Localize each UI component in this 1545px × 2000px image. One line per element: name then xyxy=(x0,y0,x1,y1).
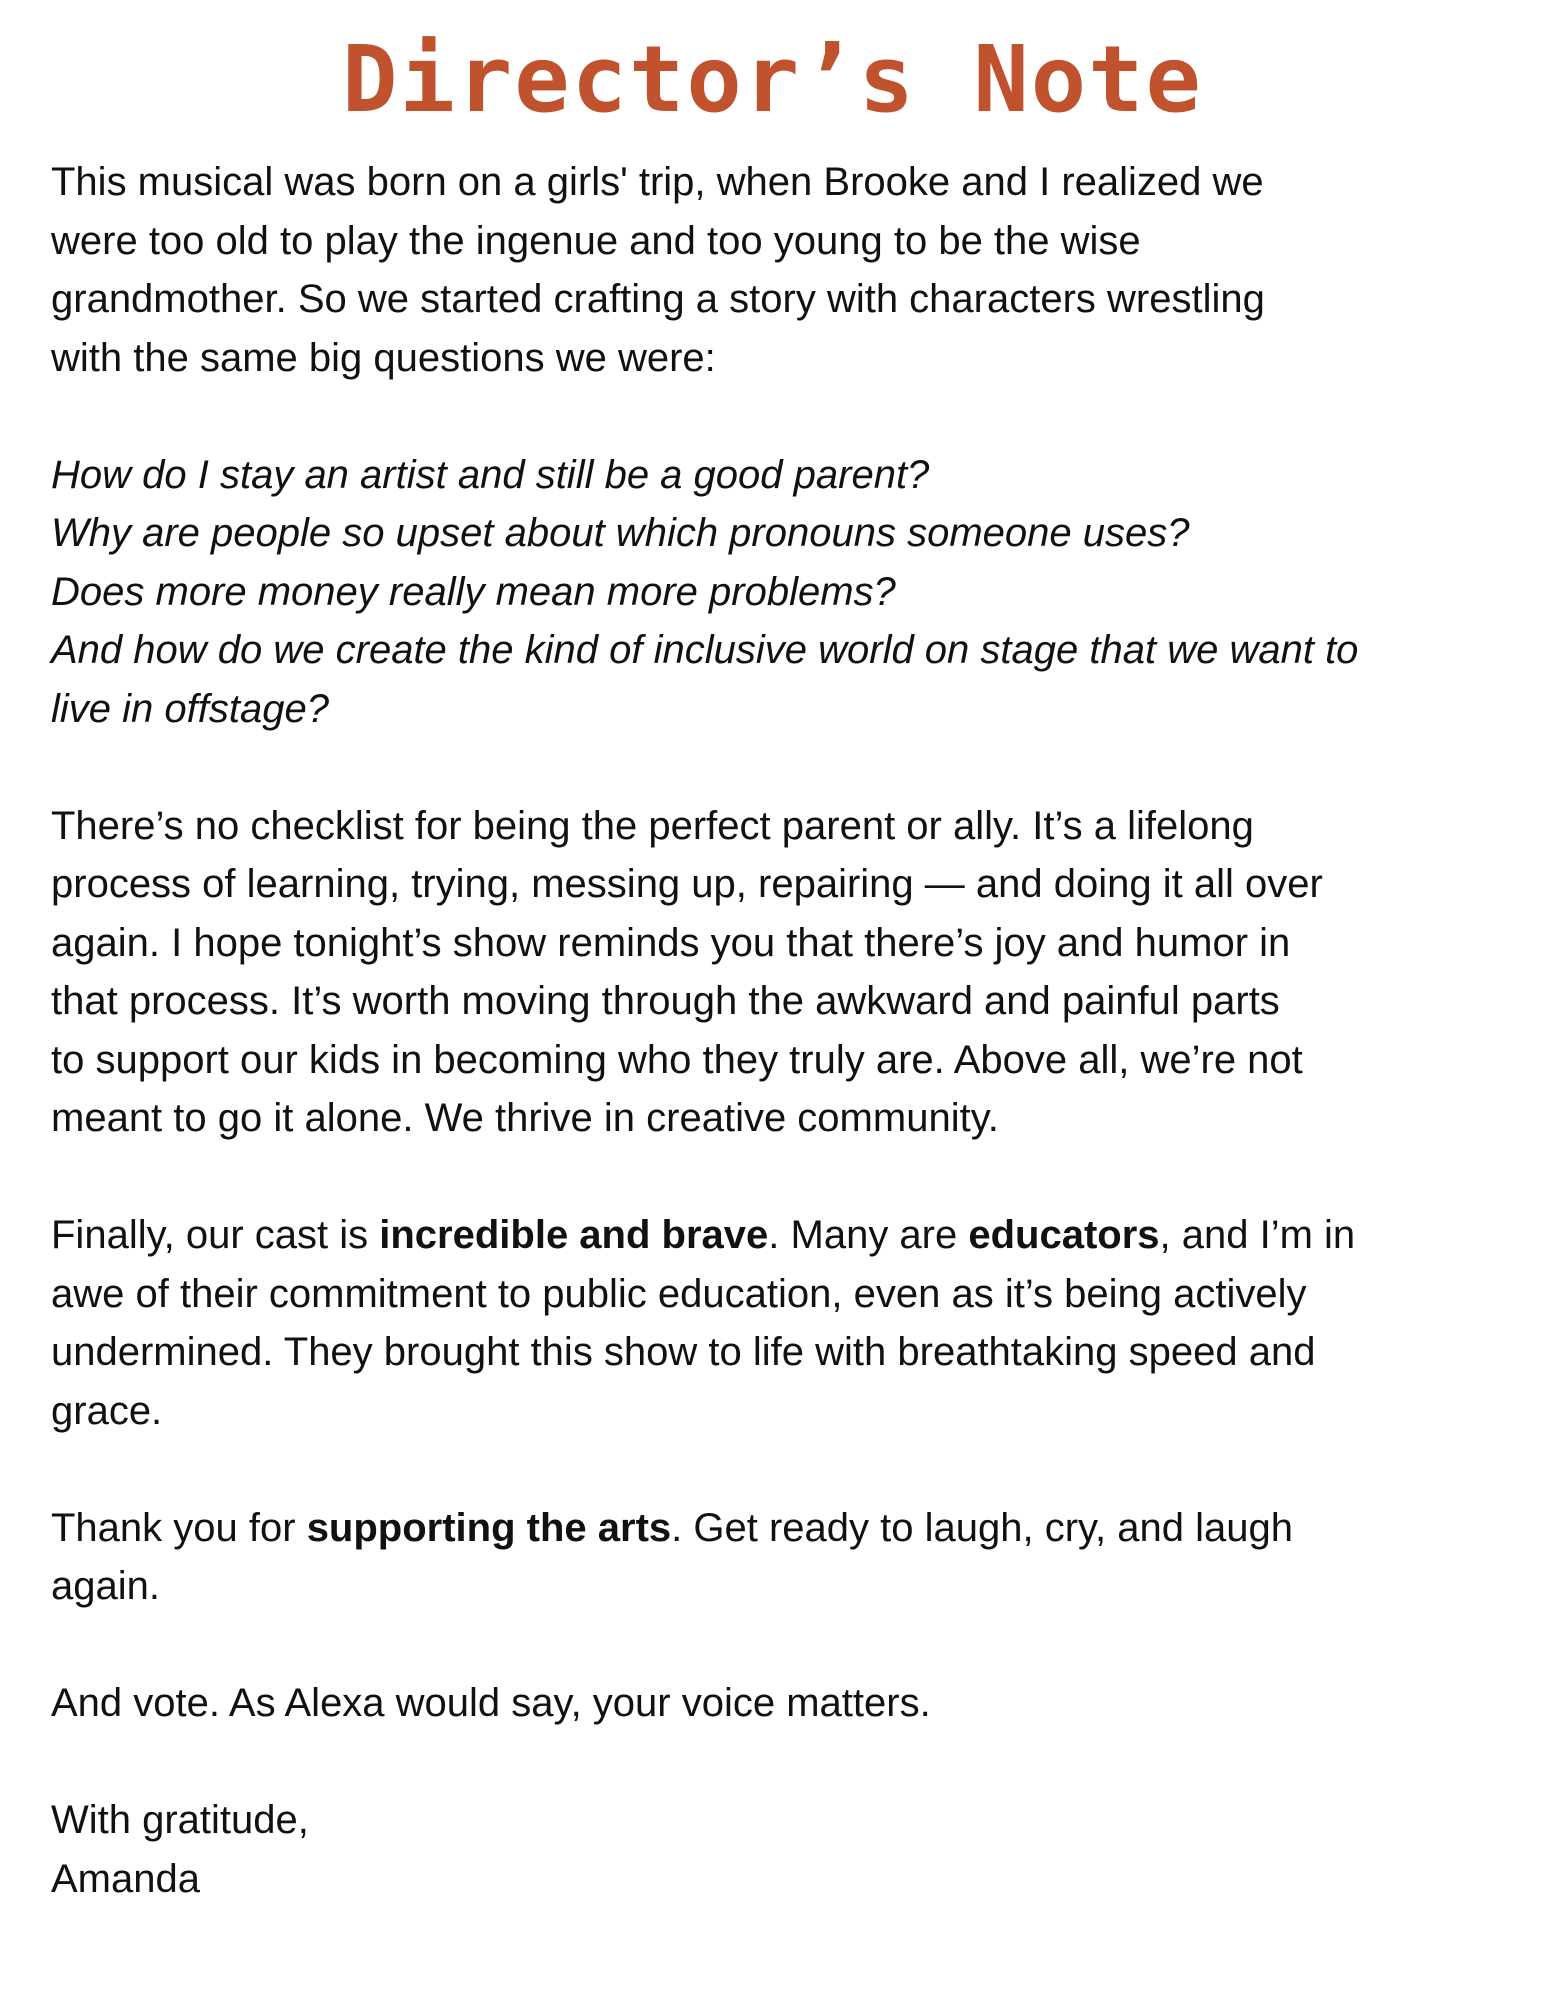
thanks-paragraph xyxy=(51,1499,1511,1616)
text-line: undermined. They brought this show to life with breathtaking speed and xyxy=(51,1330,1316,1374)
vote-paragraph xyxy=(51,1674,1511,1733)
text-line: process of learning, trying, messing up, repairing — and doing it all over xyxy=(51,862,1323,906)
text-run: Thank you for xyxy=(51,1505,307,1550)
emphasis-supporting-the-arts: supporting the arts xyxy=(306,1505,672,1550)
question-line: Why are people so upset about which pronouns someone uses? xyxy=(51,511,1190,555)
text-line: again. xyxy=(51,1564,160,1608)
text-line xyxy=(51,1499,1511,1558)
text-line: were too old to play the ingenue and too young to be the wise xyxy=(51,218,1141,263)
signature: Amanda xyxy=(51,1856,200,1901)
text-line xyxy=(51,1206,1511,1265)
text-line: with the same big questions we were: xyxy=(51,335,716,380)
text-line: that process. It’s worth moving through the awkward and painful parts xyxy=(51,979,1280,1023)
emphasis-educators: educators xyxy=(968,1213,1160,1257)
questions-paragraph xyxy=(51,446,1511,739)
question-line: Does more money really mean more problems? xyxy=(51,569,896,614)
checklist-paragraph xyxy=(51,797,1511,1148)
sign-off xyxy=(51,1791,1511,1908)
text-run: . Get ready to laugh, cry, and laugh xyxy=(671,1505,1293,1550)
text-line: grace. xyxy=(51,1388,163,1433)
question-line: And how do we create the kind of inclusive world on stage that we want to xyxy=(51,628,1359,672)
text-line: awe of their commitment to public education, even as it’s being actively xyxy=(51,1271,1307,1316)
text-line: meant to go it alone. We thrive in creative community. xyxy=(51,1096,999,1140)
text-line: And vote. As Alexa would say, your voice matters. xyxy=(51,1681,931,1725)
text-line: This musical was born on a girls' trip, when Brooke and I realized we xyxy=(51,160,1264,204)
question-line: live in offstage? xyxy=(51,686,329,731)
question-line: How do I stay an artist and still be a good parent? xyxy=(51,452,930,497)
text-line: grandmother. So we started crafting a story with characters wrestling xyxy=(51,277,1265,321)
emphasis-incredible-and-brave: incredible and brave xyxy=(379,1213,769,1257)
text-run: Finally, our cast is xyxy=(51,1213,380,1257)
text-run: , and I’m in xyxy=(1159,1213,1356,1257)
page-title: Director’s Note xyxy=(342,26,1203,133)
cast-paragraph xyxy=(51,1206,1511,1440)
note-body xyxy=(51,153,1511,1908)
text-line: again. I hope tonight’s show reminds you that there’s joy and humor in xyxy=(51,920,1291,965)
closing-line: With gratitude, xyxy=(51,1798,309,1842)
text-line: There’s no checklist for being the perfect parent or ally. It’s a lifelong xyxy=(51,803,1254,848)
intro-paragraph xyxy=(51,153,1511,387)
text-line: to support our kids in becoming who they truly are. Above all, we’re not xyxy=(51,1037,1303,1082)
text-run: . Many are xyxy=(768,1213,969,1257)
